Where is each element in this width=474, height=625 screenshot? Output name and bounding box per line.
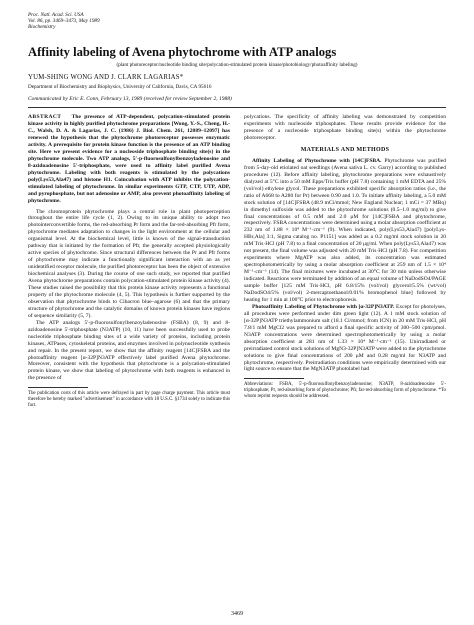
abstract <box>28 114 230 204</box>
communicated-by: Communicated by Eric E. Conn, February 13, 1989 (received for review September 2, 1988) <box>28 95 232 102</box>
footnote-divider <box>28 387 88 388</box>
intro-paragraph-1: The chromoprotein phytochrome plays a central role in plant photoperception throughout the entire life cycle (1, 2). Owing to its unique ability to adopt two photointerconvertible forms, the red-absorbing Pr form and the far-red-absorbing Pfr form, phytochrome mediates adaptation to changes in the light environment at the cellular and organismal level. At the biochemical level, little is known of the signal-transduction pathway that is initiated by the formation of Pfr, the generally accepted physiologically active species of phytochrome. Since structural differences between the Pr and Pfr forms of phytochrome may indicate a functionally significant interaction with an as yet unidentified receptor molecule, the purified photoreceptor has been the object of extensive biochemical analyses (3). During the course of one such study, we reported that purified Avena phytochrome preparations contain polycation-stimulated protein kinase activity (4). These studies raised the possibility that this protein kinase activity represents a functional property of the phytochrome molecule (4, 5). This hypothesis is further supported by the observation that phytochrome binds to Cibacron blue–agarose (6) and that the primary structure of phytochrome and the catalytic domains of known protein kinases have regions of sequence similarity (5, 7). <box>28 208 230 319</box>
abstract-text: The presence of ATP-dependent, polycation-stimulated protein kinase activity in highly purified phytochrome preparations [Wong, Y.-S., Cheng, H.-C., Walsh, D. A. & Lagarias, J. C. (1986) J. Biol. Chem. 261, 12089–12097] has renewed the hypothesis that the phytochrome photoreceptor possesses enzymatic activity. A prerequisite for protein kinase function is the presence of an ATP binding site. Here we present evidence for a nucleoside triphosphate binding site(s) in the phytochrome molecule. Two ATP analogs, 5′-p-fluorosulfonylbenzoyladenosine and 8-azidoadenosine 5′-triphosphate, were used to affinity label purified Avena phytochrome. Labeling with both reagents is stimulated by the polycations poly(Lys53,Ala47) and histone H1. Coincubation with ATP inhibits the polycation-stimulated labeling of phytochrome. In similar experiments GTP, CTP, UTP, ADP, and pyrophosphate, but not adenosine or AMP, also prevent photoaffinity labeling of phytochrome. <box>28 114 230 204</box>
author-affiliation: Department of Biochemistry and Biophysics, University of California, Davis, CA 95616 <box>28 83 212 90</box>
methods-paragraph-1 <box>244 158 446 304</box>
article-page <box>28 12 446 409</box>
journal-volume: Vol. 86, pp. 3469–3473, May 1989 <box>28 18 100 25</box>
body-columns <box>28 114 446 409</box>
publication-cost-footnote: The publication costs of this article were defrayed in part by page charge payment. This article must therefore be hereby marked "advertisement" in accordance with 18 U.S.C. §1734 solely to indicate this fact. <box>28 391 230 409</box>
intro-paragraph-continued: polycations. The specificity of affinity labeling was demonstrated by competition experiments with nucleoside triphosphates. These results provide evidence for the presence of a nucleoside triphosphate binding site(s) within the phytochrome photoreceptor. <box>244 114 446 141</box>
journal-header <box>28 12 446 31</box>
subsection-heading-n3atp: Photoaffinity Labeling of Phytochrome with [α-32P]N3ATP. <box>252 303 395 310</box>
journal-section: Biochemistry <box>28 24 56 31</box>
methods-paragraph-2 <box>244 304 446 374</box>
section-heading-methods: MATERIALS AND METHODS <box>300 146 390 153</box>
subsection-heading-fsba: Affinity Labeling of Phytochrome with [14C]FSBA. <box>252 157 382 164</box>
right-column <box>244 114 446 409</box>
article-keywords: (plant photoreceptor/nucleotide binding site/polycation-stimulated protein kinase/photobiology/photoaffinity labeling) <box>116 61 358 68</box>
left-column <box>28 114 230 409</box>
article-authors: YUM-SHING WONG AND J. CLARK LAGARIAS* <box>28 73 184 81</box>
article-title: Affinity labeling of Avena phytochrome with ATP analogs <box>28 44 337 59</box>
abstract-label: ABSTRACT <box>28 114 62 121</box>
intro-paragraph-2: The ATP analogs 5′-p-fluorosulfonylbenzoyladenosine (FSBA) (8, 9) and 8-azidoadenosine 5′-triphosphate (N3ATP) (10, 11) have been successfully used to probe nucleotide triphosphate binding sites of a wide variety of proteins, including protein kinases, ATPases, cytoskeletal proteins, and enzymes involved in polynucleotide synthesis and repair. In the present report, we show that the affinity reagent [14C]FSBA and the photoaffinity reagent [α-32P]N3ATP effectively label purified Avena phytochrome. Moreover, consistent with the hypothesis that phytochrome is a polycation-stimulated protein kinase, we show that labeling of phytochrome with both reagents is enhanced in the presence of <box>28 319 230 382</box>
header-divider <box>28 107 446 108</box>
abbreviations-footnote: Abbreviations: FSBA, 5′-p-fluorosulfonylbenzoyladenosine; N3ATP, 8-azidoadenosine 5′-triphosphate; Pr, red-absorbing form of phytochrome; Pfr, far-red-absorbing form of phytochrome. *To whom reprint requests should be addressed. <box>244 382 446 400</box>
methods-paragraph-2-text: Except for photolyses, all procedures were performed under dim green light (12). A 1 mM stock solution of [α-32P]N3ATP triethylammonium salt (18.1 Ci/mmol; from ICN) in 20 mM Tris·HCl, pH 7.8/1 mM MgCl2 was prepared to afford a final specific activity of 300–500 cpm/pmol. N3ATP concentrations were determined spectrophotometrically by using a molar absorption coefficient at 281 nm of 1.33 × 10⁴ M⁻¹·cm⁻¹ (15). Unirradiated or preirradiated control stock solutions of MgN3-32P]N3ATP were added to the phytochrome solutions to give final concentrations of 200 μM and 0.28 mg/ml for N3ATP and phytochrome, respectively. Preirradiation conditions were empirically determined with our light source to ensure that the MgN3ATP photolabel had <box>244 303 447 373</box>
page-number: 3469 <box>231 611 243 617</box>
journal-name: Proc. Natl. Acad. Sci. USA <box>28 12 84 18</box>
abbreviations-divider <box>244 378 304 379</box>
methods-paragraph-1-text: Phytochrome was purified from 5-day-old etiolated oat seedlings (Avena sativa L. cv. Garry) according to published procedures (12). Before affinity labeling, phytochrome preparations were exhaustively dialyzed at 5°C into a 50 mM Epps/Tris buffer (pH 7.8) containing 1 mM EDTA and 25% (vol/vol) ethylene glycol. These preparations exhibited specific absorption ratios (i.e., the ratio of A668 to A280 for Pr) between 0.90 and 1.0. To initiate affinity labeling, a 5.0 mM stock solution of [14C]FSBA (48.9 mCi/mmol; New England Nuclear; 1 mCi = 37 MBq) in dimethyl sulfoxide was added to the phytochrome solutions (0.5–1.0 mg/ml) to give final concentrations of 0.5 mM and 2.0 μM for [14C]FSBA and phytochrome, respectively. FSBA concentrations were determined using a molar absorption coefficient at 232 nm of 1.88 × 10⁴ M⁻¹·cm⁻¹ (9). When indicated, poly(Lys53,Ala47) [polyLys-HBr,Ala] 3:1, Sigma catalog no. P1151] was added as a 0.2 mg/ml stock solution in 20 mM Tris·HCl (pH 7.8) to a final concentration of 20 μg/ml. When poly(Lys53,Ala47) was not present, the final volume was adjusted with 20 mM Tris·HCl (pH 7.8). For competition experiments where MgATP was also added, its concentration was estimated spectrophotometrically by using a molar absorption coefficient at 259 nm of 1.5 × 10⁴ M⁻¹·cm⁻¹ (14). The final mixtures were incubated at 30°C for 30 min unless otherwise indicated. Reactions were terminated by addition of an equal volume of NaDodSO4/PAGE sample buffer [125 mM Tris·HCl, pH 6.8/15% (vol/vol) glycerol/5.5% (wt/vol) NaDodSO4/5% (vol/vol) 2-mercaptoethanol/0.01% bromophenol blue] followed by heating for 1 min at 100°C prior to electrophoresis. <box>244 157 446 303</box>
